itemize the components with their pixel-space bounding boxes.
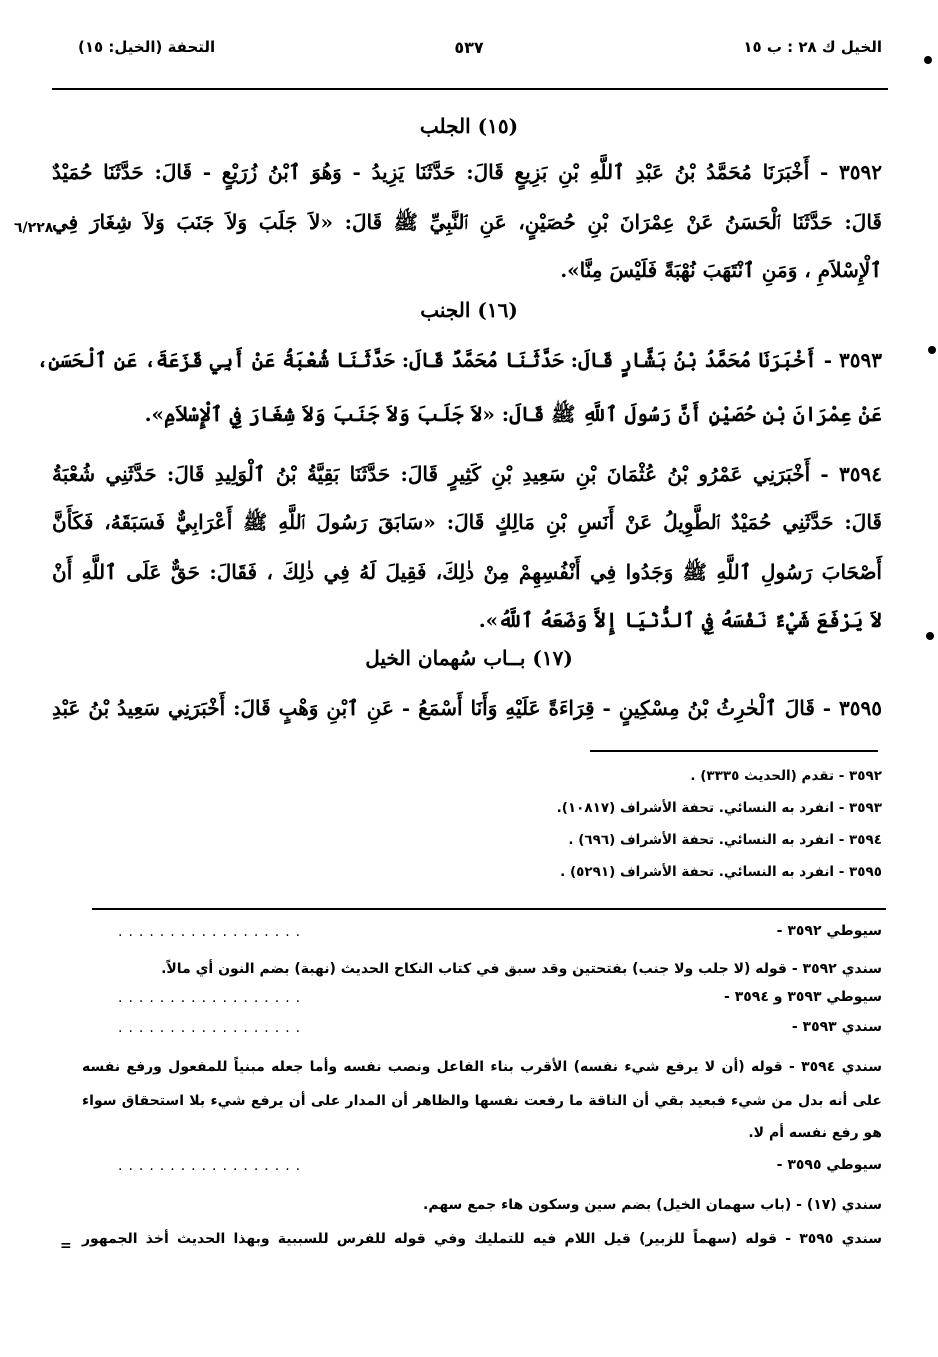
binding-hole-mark bbox=[928, 346, 936, 354]
commentary-rule bbox=[92, 908, 886, 910]
footnote: ٣٥٩٤ - انفرد به النسائي. تحفة الأشراف (٦٩٦) . bbox=[568, 832, 882, 848]
hadith-line: ٣٥٩٣ - أَخْبَرَنَا مُحَمَّدُ بْنُ بَشَّارٍ قَالَ: حَدَّثَنَا مُحَمَّدٌ قَالَ: حَدَّثَنَا شُعْبَةُ عَنْ أَبِي قَزَعَةَ، عَنِ ٱلْحَسَنِ، bbox=[36, 348, 882, 372]
hadith-line: ٣٥٩٥ - قَالَ ٱلْحٰرِثُ بْنُ مِسْكِينٍ - قِرَاءَةً عَلَيْهِ وَأَنَا أَسْمَعُ - عَنِ ٱبْنِ وَهْبٍ قَالَ: أَخْبَرَنِي سَعِيدُ بْنُ عَبْدِ bbox=[52, 696, 882, 720]
commentary-line: على أنه بدل من شيء فبعيد بقي أن الناقة ما رفعت نفسها والظاهر أن المدار على أن يرفع شيء بلا استحقاق سواء bbox=[82, 1093, 882, 1109]
footnote: ٣٥٩٢ - تقدم (الحديث ٣٣٣٥) . bbox=[690, 768, 882, 784]
dotted-leader: .................. bbox=[118, 1158, 307, 1174]
commentary-line: سندي ٣٥٩٤ - قوله (أن لا يرفع شيء نفسه) الأقرب بناء الفاعل ونصب نفسه وأما جعله مبنياً للمفعول ورفع نفسه bbox=[82, 1059, 882, 1075]
hadith-line: أَصْحَابَ رَسُولِ ٱللَّهِ ﷺ وَجَدُوا فِي أَنْفُسِهِمْ مِنْ ذٰلِكَ، فَقِيلَ لَهُ فِي ذٰلِكَ ، فَقَالَ: حَقٌّ عَلَى ٱللَّهِ أَنْ bbox=[52, 560, 882, 584]
running-header-chapter: الخيل ك ٢٨ : ب ١٥ bbox=[743, 38, 882, 56]
running-header-tuhfa: التحفة (الخيل: ١٥) bbox=[78, 38, 216, 56]
commentary-line: سيوطي ٣٥٩٣ و ٣٥٩٤ - bbox=[724, 989, 882, 1005]
section-heading: (١٦) الجنب bbox=[420, 298, 518, 322]
page-number: ٥٣٧ bbox=[454, 38, 484, 57]
section-heading: (١٥) الجلب bbox=[419, 114, 519, 138]
dotted-leader: .................. bbox=[118, 924, 307, 940]
hadith-line: قَالَ: حَدَّثَنِي حُمَيْدٌ ٱلطَّوِيلُ عَنْ أَنَسِ بْنِ مَالِكٍ قَالَ: «سَابَقَ رَسُولَ ٱللَّهِ ﷺ أَعْرَابِيٌّ فَسَبَقَهُ، فَكَأَنَّ bbox=[52, 510, 882, 534]
dotted-leader: .................. bbox=[118, 1020, 307, 1036]
footnote: ٣٥٩٥ - انفرد به النسائي. تحفة الأشراف (٥٢٩١) . bbox=[560, 864, 882, 880]
commentary-line: سيوطي ٣٥٩٥ - bbox=[776, 1157, 882, 1173]
binding-hole-mark bbox=[926, 632, 934, 640]
header-rule bbox=[52, 88, 888, 90]
hadith-line: ٣٥٩٢ - أَخْبَرَنَا مُحَمَّدُ بْنُ عَبْدِ ٱللَّهِ بْنِ بَزِيعٍ قَالَ: حَدَّثَنَا يَزِيدُ - وَهُوَ ٱبْنُ زُرَيْعٍ - قَالَ: حَدَّثَنَا حُمَيْدٌ bbox=[52, 160, 882, 184]
commentary-line: سندي ٣٥٩٢ - قوله (لا جلب ولا جنب) بفتحتين وقد سبق في كتاب النكاح الحديث (نهبة) بضم النون أي مالاً. bbox=[161, 961, 882, 977]
footnote-rule bbox=[590, 750, 878, 752]
hadith-line: ٱلْإِسْلاَمِ ، وَمَنِ ٱنْتَهَبَ نُهْبَةً فَلَيْسَ مِنَّا». bbox=[560, 258, 882, 282]
commentary-line: سيوطي ٣٥٩٢ - bbox=[776, 923, 882, 939]
hadith-line: لاَ يَرْفَعَ شَيْءٌ نَفْسَهُ فِي ٱلدُّنْيَا إِلاَّ وَضَعَهُ ٱللَّهُ». bbox=[478, 608, 882, 632]
commentary-line: سندي (١٧) - (باب سهمان الخيل) بضم سين وسكون هاء جمع سهم. bbox=[423, 1197, 882, 1213]
continuation-mark: = bbox=[60, 1238, 72, 1254]
hadith-line: عَنْ عِمْرَانَ بْنِ حُصَيْنٍ أَنَّ رَسُولَ ٱللَّهِ ﷺ قَالَ: «لاَ جَلَبَ وَلاَ جَنَبَ وَلاَ شِغَارَ فِي ٱلْإِسْلاَمِ». bbox=[144, 402, 882, 426]
commentary-line: هو رفع نفسه أم لا. bbox=[748, 1125, 882, 1141]
binding-hole-mark bbox=[924, 56, 932, 64]
commentary-line: سندي ٣٥٩٣ - bbox=[791, 1019, 882, 1035]
commentary-line: سندي ٣٥٩٥ - قوله (سهماً للزبير) قيل اللام فيه للتمليك وفي قوله للفرس للسببية وبهذا الحديث أخذ الجمهور bbox=[82, 1231, 882, 1247]
margin-reference: ٦/٢٢٨ bbox=[14, 220, 54, 236]
footnote: ٣٥٩٣ - انفرد به النسائي. تحفة الأشراف (١٠٨١٧). bbox=[556, 800, 882, 816]
hadith-line: قَالَ: حَدَّثَنَا ٱلْحَسَنُ عَنْ عِمْرَانَ بْنِ حُصَيْنٍ، عَنِ ٱلنَّبِيِّ ﷺ قَالَ: «لاَ جَلَبَ وَلاَ جَنَبَ وَلاَ شِغَارَ فِي bbox=[52, 210, 882, 234]
dotted-leader: .................. bbox=[118, 990, 307, 1006]
section-heading: (١٧) بــاب سُهمان الخيل bbox=[365, 646, 573, 670]
hadith-line: ٣٥٩٤ - أَخْبَرَنِي عَمْرُو بْنُ عُثْمَانَ بْنِ سَعِيدِ بْنِ كَثِيرٍ قَالَ: حَدَّثَنَا بَقِيَّةُ بْنُ ٱلْوَلِيدِ قَالَ: حَدَّثَنِي شُعْبَةُ bbox=[52, 462, 882, 486]
